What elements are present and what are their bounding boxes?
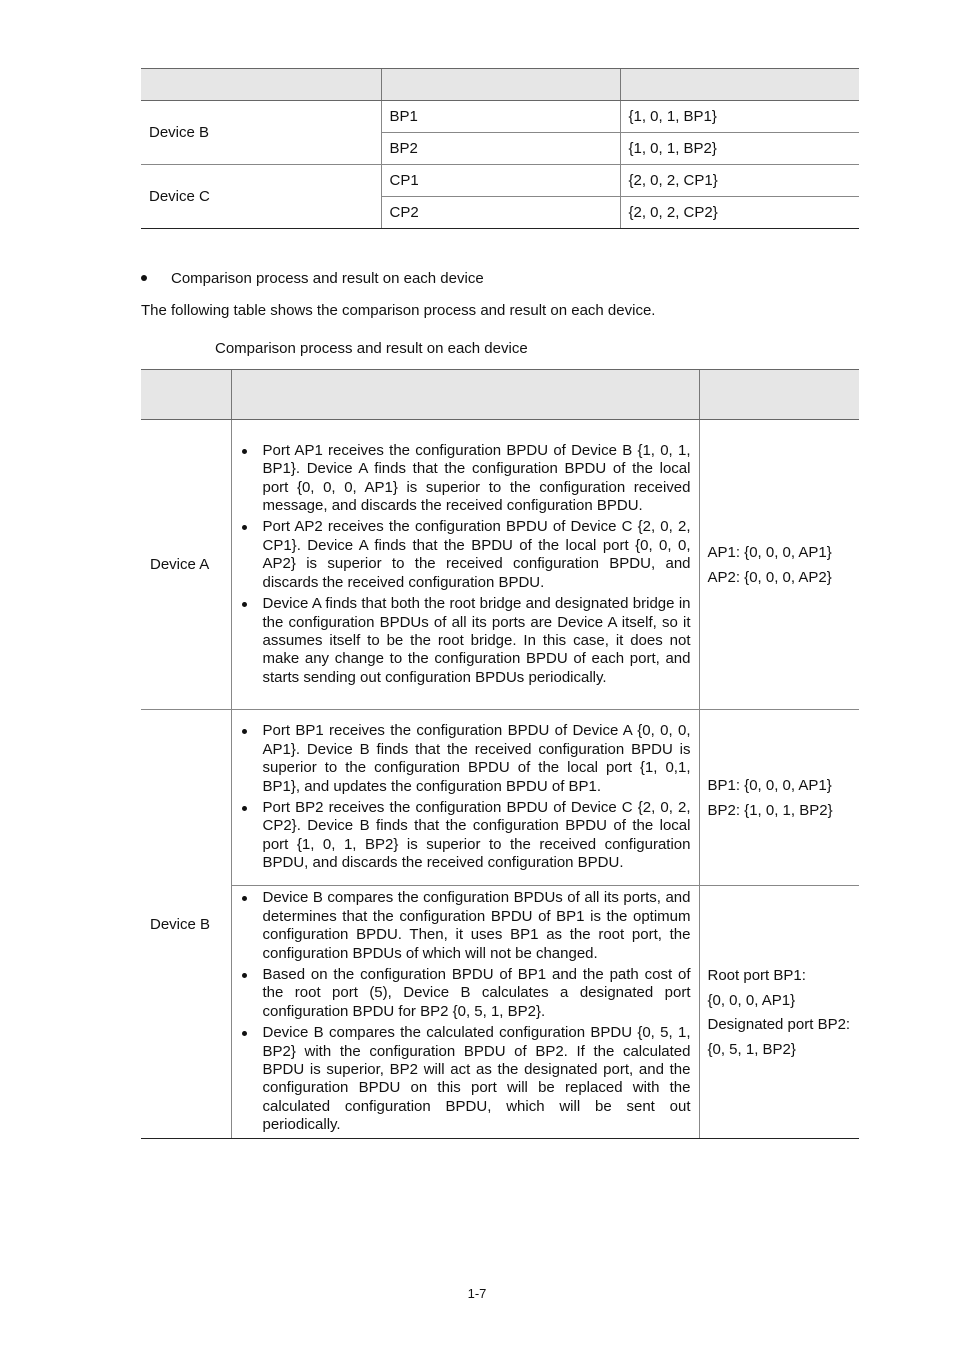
result-line: Root port BP1: [707, 966, 806, 984]
header-cell [620, 69, 859, 101]
table-row [141, 101, 859, 133]
result-cell [699, 886, 859, 1139]
bpdu-cell: {1, 0, 1, BP1} [620, 101, 859, 133]
result-cell [699, 420, 859, 710]
port-cell: CP1 [381, 165, 620, 197]
process-cell [231, 710, 699, 886]
bullet-heading-text: Comparison process and result on each device [171, 270, 484, 287]
table-caption: Comparison process and result on each device [215, 340, 528, 357]
list-item: Device B compares the configuration BPDUs of all its ports, and determines that the configuration BPDU of BP1 is the optimum configuration BPDU. Then, it uses BP1 as the root port, the configuration BPDUs of which will not be changed. [242, 889, 691, 963]
result-line: BP1: {0, 0, 0, AP1} [707, 776, 832, 794]
port-cell: BP2 [381, 133, 620, 165]
bpdu-cell: {2, 0, 2, CP1} [620, 165, 859, 197]
comparison-table [141, 369, 859, 1139]
result-line: {0, 0, 0, AP1} [707, 991, 796, 1009]
process-list [242, 889, 691, 1134]
list-item: Port BP1 receives the configuration BPDU of Device A {0, 0, 0, AP1}. Device B finds that the received configuration BPDU is superior to the configuration BPDU of the local port {1, 0,1, BP1}, and updates the configuration BPDU of BP1. [242, 722, 691, 796]
result-line: AP2: {0, 0, 0, AP2} [707, 568, 832, 586]
list-item: Based on the configuration BPDU of BP1 and the path cost of the root port (5), Device B calculates a designated port configuration BPDU for BP2 {0, 5, 1, BP2}. [242, 966, 691, 1021]
process-list [242, 442, 691, 687]
list-item: Device A finds that both the root bridge and designated bridge in the configuration BPDUs of all its ports are Device A itself, so it assumes itself to be the root bridge. In this case, it does not make any change to the configuration BPDU of each port, and starts sending out configuration BPDUs periodically. [242, 595, 691, 687]
process-cell [231, 886, 699, 1139]
header-cell [699, 370, 859, 420]
result-cell [699, 710, 859, 886]
bpdu-cell: {2, 0, 2, CP2} [620, 197, 859, 229]
result-line: {0, 5, 1, BP2} [707, 1040, 796, 1058]
bullet-icon [141, 275, 147, 281]
result-line: Designated port BP2: [707, 1015, 851, 1033]
table-header-row [141, 370, 859, 420]
process-list [242, 722, 691, 872]
header-cell [141, 370, 231, 420]
device-cell: Device C [141, 165, 381, 229]
table-row [141, 710, 859, 886]
header-cell [141, 69, 381, 101]
port-cell: CP2 [381, 197, 620, 229]
list-item: Port AP2 receives the configuration BPDU of Device C {2, 0, 2, CP1}. Device A finds that the BPDU of the local port {0, 0, 0, AP2} is superior to the received configuration BPDU, and discards the received configuration BPDU. [242, 518, 691, 592]
device-cell: Device B [141, 101, 381, 165]
process-cell [231, 420, 699, 710]
bpdu-cell: {1, 0, 1, BP2} [620, 133, 859, 165]
result-line: BP2: {1, 0, 1, BP2} [707, 801, 833, 819]
table-header-row [141, 69, 859, 101]
header-cell [381, 69, 620, 101]
list-item: Port BP2 receives the configuration BPDU of Device C {2, 0, 2, CP2}. Device B finds that the configuration BPDU of the local port {1, 0, 1, BP2} is superior to the received configuration BPDU, and discards the received configuration BPDU. [242, 799, 691, 873]
device-cell: Device A [141, 420, 231, 710]
result-line: AP1: {0, 0, 0, AP1} [707, 543, 832, 561]
table-row [141, 420, 859, 710]
table-row [141, 886, 859, 1139]
table-row [141, 165, 859, 197]
header-cell [231, 370, 699, 420]
page-number: 1-7 [467, 1286, 487, 1301]
intro-paragraph: The following table shows the comparison process and result on each device. [141, 302, 656, 319]
bullet-heading [141, 270, 484, 287]
device-cell: Device B [141, 710, 231, 1139]
port-bpdu-table [141, 68, 859, 229]
list-item: Port AP1 receives the configuration BPDU of Device B {1, 0, 1, BP1}. Device A finds that the configuration BPDU of the local port {0, 0, 0, AP1} is superior to the configuration received message, and discards the received configuration BPDU. [242, 442, 691, 516]
list-item: Device B compares the calculated configuration BPDU {0, 5, 1, BP2} with the configuration BPDU of BP2. If the calculated BPDU is superior, BP2 will act as the designated port, and the configuration BPDU on this port will be replaced with the calculated configuration BPDU, which will be sent out periodically. [242, 1024, 691, 1134]
port-cell: BP1 [381, 101, 620, 133]
